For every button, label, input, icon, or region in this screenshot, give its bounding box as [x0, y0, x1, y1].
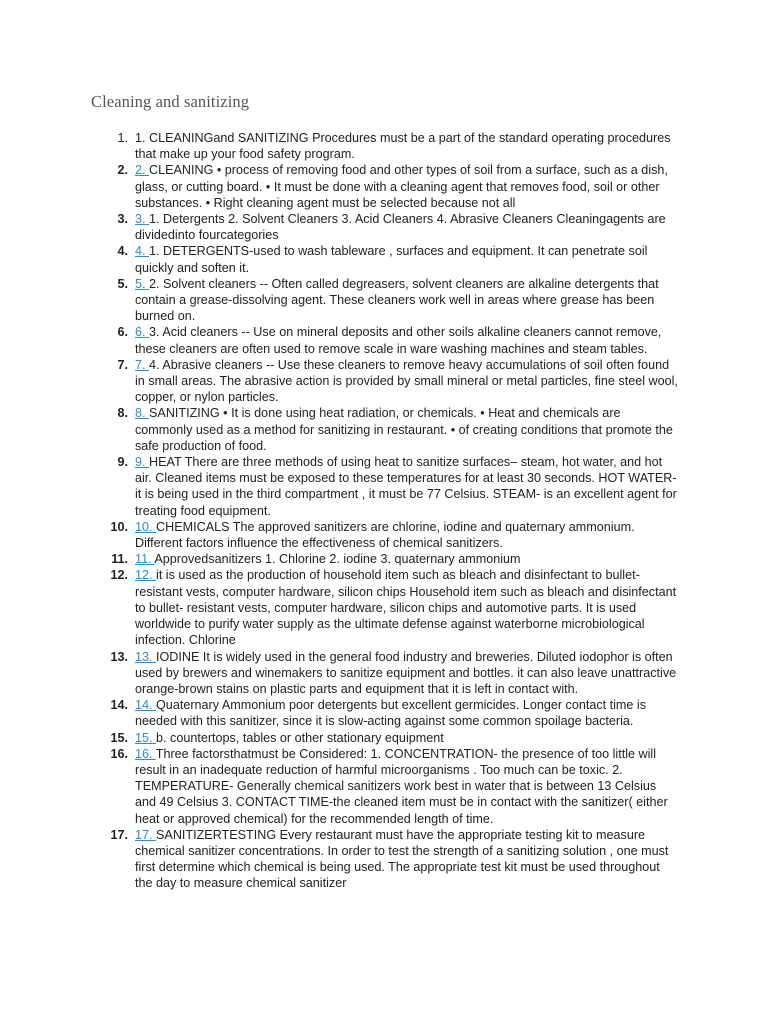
list-item — [0, 454, 768, 519]
list-item — [0, 827, 768, 892]
list-item-text: IODINE It is widely used in the general food industry and breweries. Diluted iodophor is often used by brewers and winemakers to sanitize equipment and bottles. it can also leave unattractive orange-brown stains on plastic parts and equipment that it is left in contact with. — [135, 649, 677, 696]
list-item — [0, 324, 768, 356]
page-link[interactable]: 11. — [135, 552, 155, 567]
list-item-text: HEAT There are three methods of using heat to sanitize surfaces– steam, hot water, and hot air. Cleaned items must be exposed to these temperatures for at least 30 seconds. HOT WATER- it is being used in the third compartment , it must be 77 Celsius. STEAM- is an excellent agent for treating food equipment. — [135, 455, 677, 518]
list-item-number: 7. — [117, 357, 128, 372]
page-link[interactable]: 5. — [135, 276, 150, 291]
list-item-number: 9. — [117, 455, 128, 470]
page-link[interactable]: 17. — [135, 827, 157, 842]
list-item-text: b. countertops, tables or other stationary equipment — [156, 730, 444, 745]
list-item-number: 4. — [117, 244, 128, 259]
list-item — [0, 730, 768, 746]
list-item-number: 14. — [110, 698, 128, 713]
list-item — [0, 276, 768, 325]
list-item-text: 1. DETERGENTS-used to wash tableware , surfaces and equipment. It can penetrate soil quickly and soften it. — [135, 244, 648, 275]
list-item-text: Quaternary Ammonium poor detergents but excellent germicides. Longer contact time is needed with this sanitizer, since it is slow-acting against some common spoilage bacteria. — [135, 698, 647, 729]
list-item — [0, 243, 768, 275]
page-link[interactable]: 2. — [135, 163, 150, 178]
list-item-text: 1. CLEANINGand SANITIZING Procedures must be a part of the standard operating procedures that make up your food safety program. — [135, 131, 671, 162]
page-link[interactable]: 12. — [135, 568, 157, 583]
page-link[interactable]: 3. — [135, 212, 150, 227]
list-item — [0, 357, 768, 406]
list-item-number: 1. — [117, 131, 128, 145]
list-item-number: 5. — [117, 276, 128, 291]
list-item-number: 12. — [110, 568, 128, 583]
list-item-text: Three factorsthatmust be Considered: 1. CONCENTRATION- the presence of too little will result in an inadequate reduction of harmful microorganisms . Too much can be toxic. 2. TEMPERATURE- Generally chemical sanitizers work best in water that is between 13 Celsius and 49 Celsius 3. CONTACT TIME-the cleaned item must be in contact with the sanitizer( either heat or approved chemical) for the recommended length of time. — [135, 746, 668, 826]
list-item-number: 6. — [117, 325, 128, 340]
page-link[interactable]: 13. — [135, 649, 157, 664]
list-item-number: 11. — [111, 552, 128, 567]
page-link[interactable]: 6. — [135, 325, 150, 340]
numbered-list — [0, 130, 768, 892]
list-item — [0, 519, 768, 551]
list-item-text: CHEMICALS The approved sanitizers are chlorine, iodine and quaternary ammonium. Different factors influence the effectiveness of chemical sanitizers. — [135, 519, 635, 551]
page-link[interactable]: 9. — [135, 455, 150, 470]
list-item — [0, 746, 768, 827]
page-link[interactable]: 15. — [135, 730, 157, 745]
list-item — [0, 697, 768, 729]
list-item-text: SANITIZERTESTING Every restaurant must have the appropriate testing kit to measure chemical sanitizer concentrations. In order to test the strength of a sanitizing solution , one must first determine which chemical is being used. The appropriate test kit must be used throughout the day to measure chemical sanitizer — [135, 827, 669, 891]
list-item — [0, 649, 768, 698]
list-item-text: 4. Abrasive cleaners -- Use these cleaners to remove heavy accumulations of soil often found in small areas. The abrasive action is provided by small mineral or metal particles, fine steel wool, copper, or nylon particles. — [135, 357, 678, 405]
list-item-number: 8. — [117, 406, 128, 421]
list-item-number: 13. — [110, 649, 128, 664]
list-item-text: Approvedsanitizers 1. Chlorine 2. iodine 3. quaternary ammonium — [154, 552, 521, 567]
page-link[interactable]: 10. — [135, 519, 157, 534]
list-item — [0, 567, 768, 648]
list-item-text: CLEANING • process of removing food and other types of soil from a surface, such as a dish, glass, or cutting board. • It must be done with a cleaning agent that removes food, soil or other substances. • Right cleaning agent must be selected because not all — [135, 163, 668, 210]
list-item-text: 3. Acid cleaners -- Use on mineral deposits and other soils alkaline cleaners cannot remove, these cleaners are often used to remove scale in ware washing machines and steam tables. — [135, 325, 662, 356]
page-link[interactable]: 8. — [135, 406, 150, 421]
list-item — [0, 551, 768, 567]
list-item-number: 16. — [110, 746, 128, 761]
list-item-text: SANITIZING • It is done using heat radiation, or chemicals. • Heat and chemicals are commonly used as a method for sanitizing in restaurant. • of creating conditions that promote the safe production of food. — [135, 406, 673, 453]
list-item — [0, 130, 768, 162]
list-item — [0, 162, 768, 211]
list-item-number: 15. — [110, 730, 128, 745]
list-item-number: 2. — [117, 163, 128, 178]
list-item-number: 10. — [110, 519, 128, 534]
page-link[interactable]: 7. — [135, 357, 150, 372]
list-item-text: 1. Detergents 2. Solvent Cleaners 3. Acid Cleaners 4. Abrasive Cleaners Cleaningagents are dividedinto fourcategories — [135, 212, 666, 243]
list-item-text: 2. Solvent cleaners -- Often called degreasers, solvent cleaners are alkaline detergents that contain a grease-dissolving agent. These cleaners work well in areas where grease has been burned on. — [135, 276, 659, 324]
list-item — [0, 405, 768, 454]
page-link[interactable]: 14. — [135, 698, 157, 713]
list-item-text: it is used as the production of household item such as bleach and disinfectant to bullet-resistant vests, computer hardware, silicon chips Household item such as bleach and disinfectant to bullet- resistant vests, computer hardware, silicon chips and automotive parts. It is used worldwide to purify water supply as the ultimate defense against waterborne microbiological infection. Chlorine — [135, 568, 677, 648]
document-title: Cleaning and sanitizing — [91, 92, 250, 111]
list-item — [0, 211, 768, 243]
list-item-number: 3. — [117, 212, 128, 227]
page-link[interactable]: 16. — [135, 746, 156, 761]
list-item-number: 17. — [110, 827, 128, 842]
page-link[interactable]: 4. — [135, 244, 150, 259]
